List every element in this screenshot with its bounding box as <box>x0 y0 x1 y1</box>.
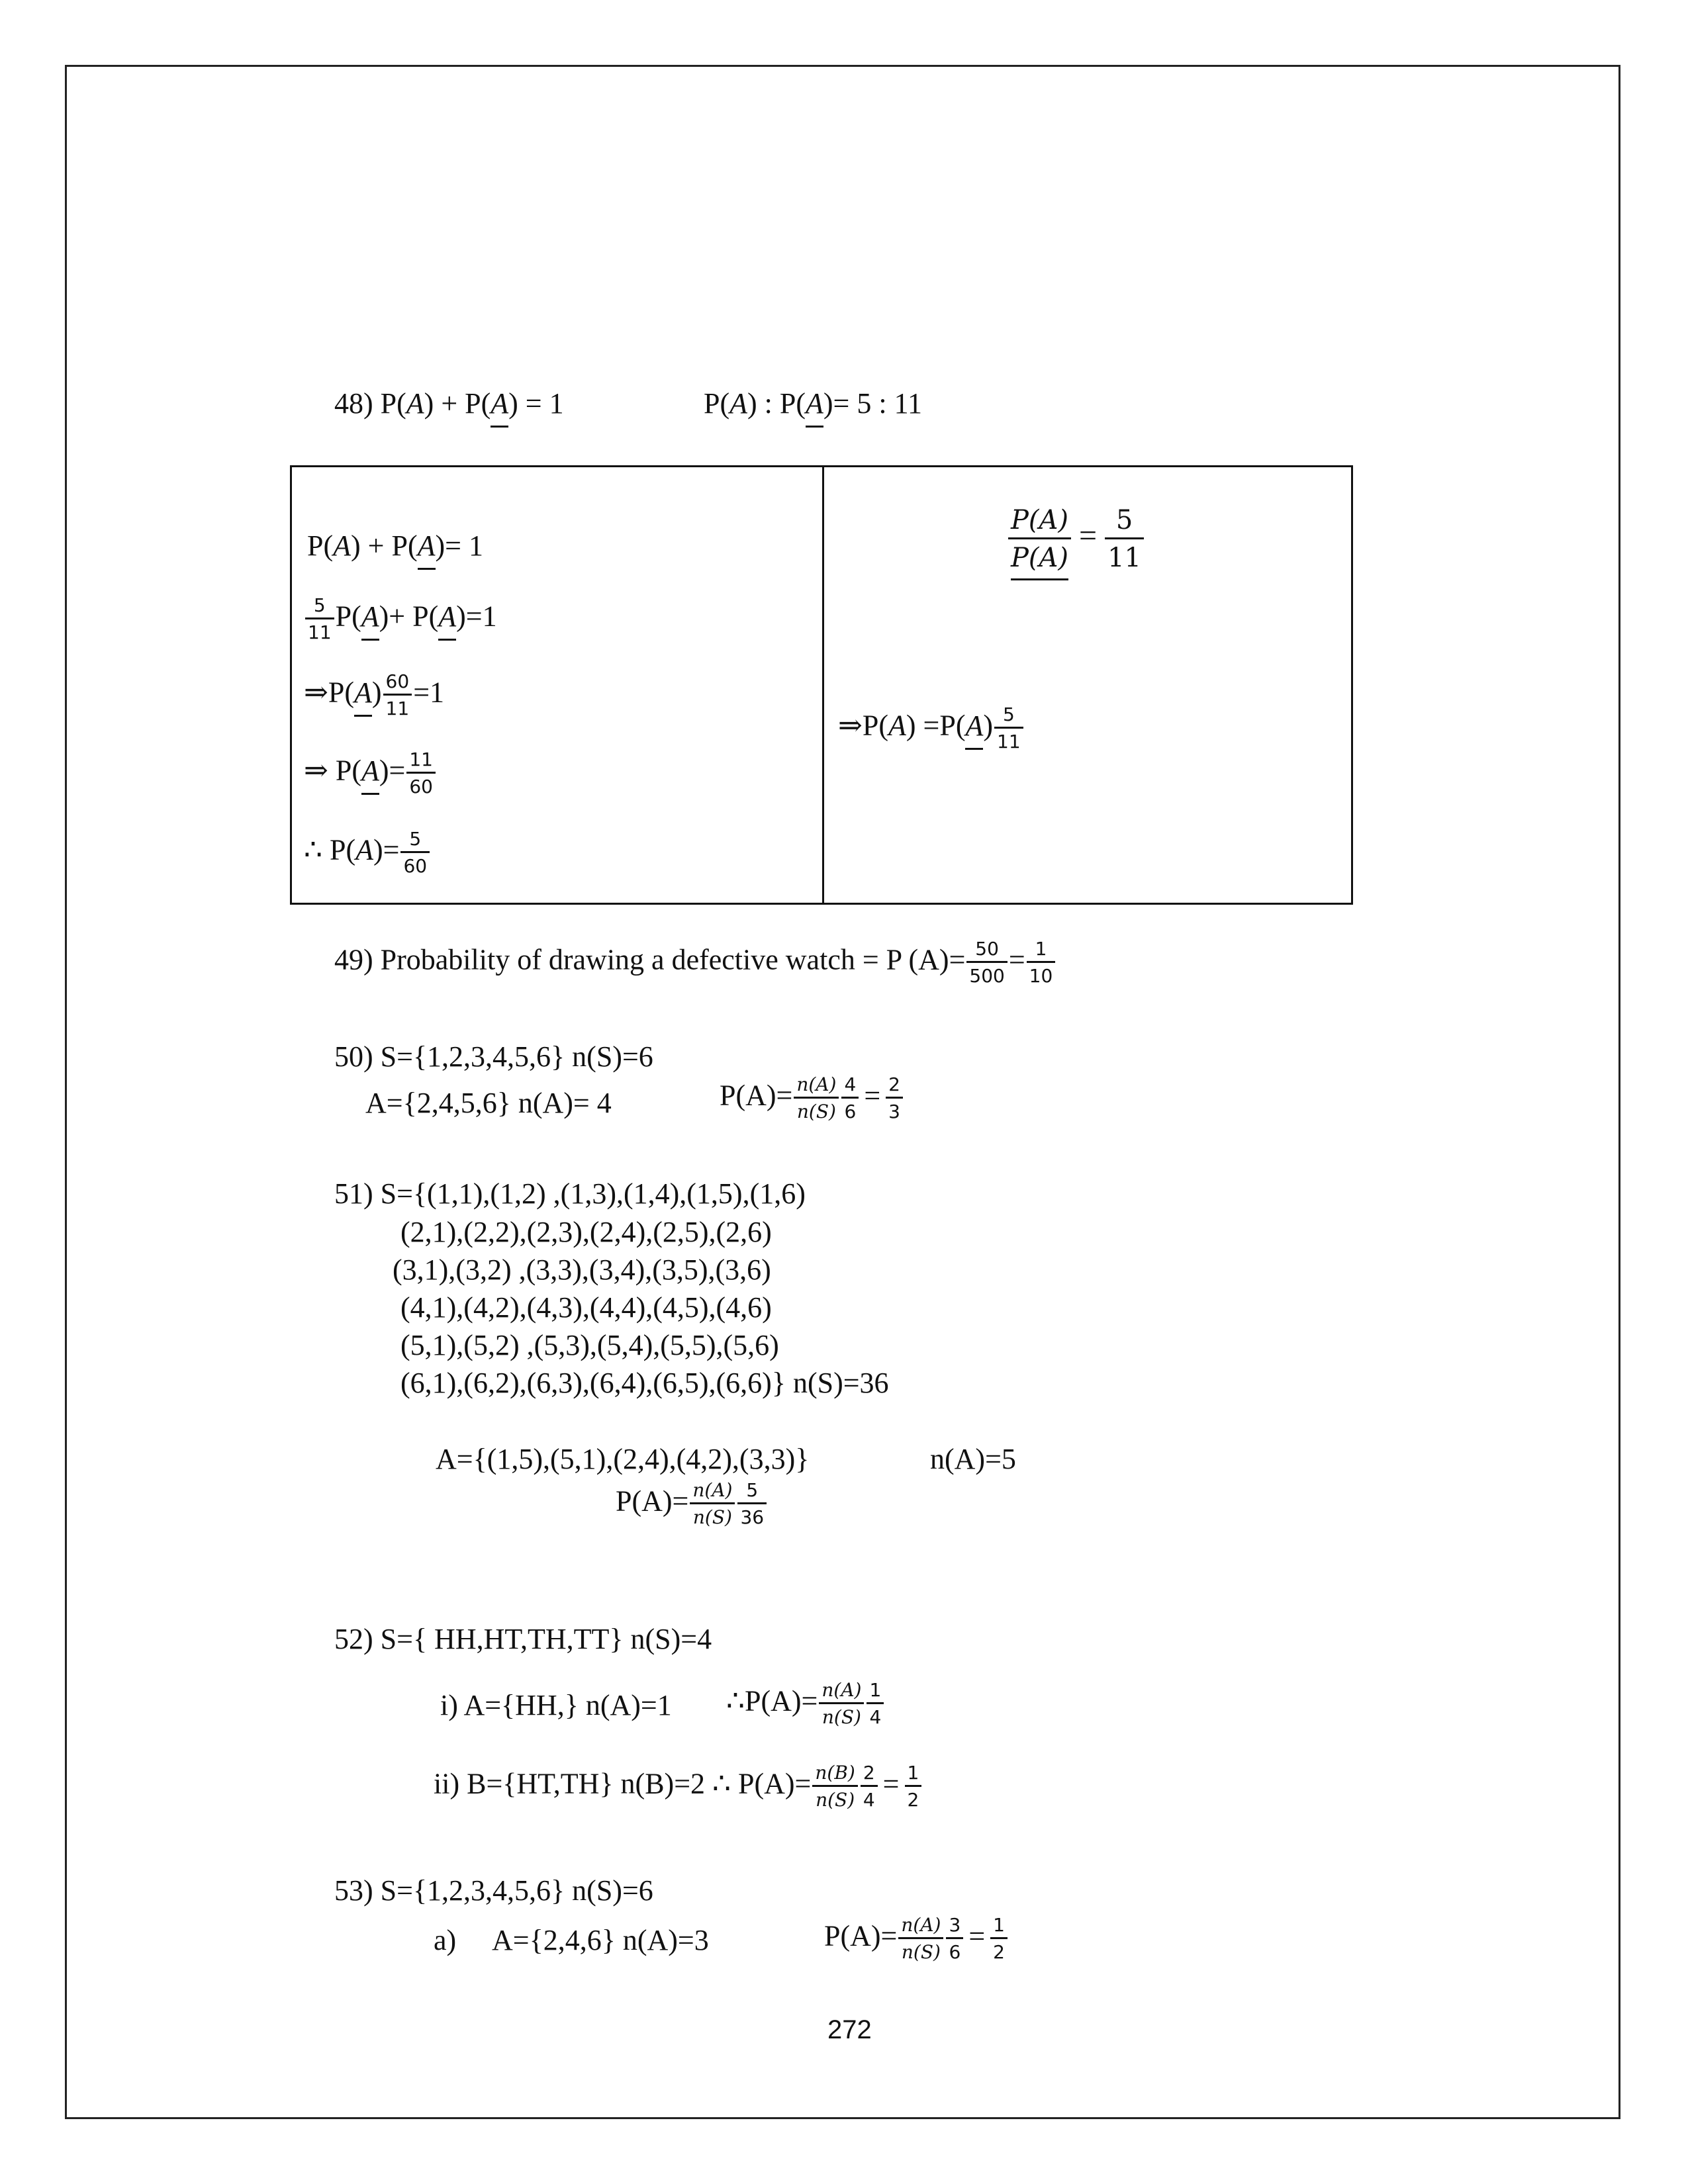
q51-row-5: (5,1),(5,2) ,(5,3),(5,4),(5,5),(5,6) <box>400 1329 779 1361</box>
q53-sample-space: 53) S={1,2,3,4,5,6} n(S)=6 <box>334 1874 653 1907</box>
q51-row-3: (3,1),(3,2) ,(3,3),(3,4),(3,5),(3,6) <box>393 1253 771 1286</box>
q51-row-2: (2,1),(2,2),(2,3),(2,4),(2,5),(2,6) <box>400 1216 772 1248</box>
left-line-5: ∴ P(A)= $\frac{5}{60}$ <box>304 830 431 876</box>
right-ratio-fraction: $\frac{P(A)}{P(A)}$ = $\frac{5}{11}$ <box>1007 507 1145 571</box>
left-line-3: ⇒P(A) $\frac{60}{11}$ =1 <box>304 670 445 719</box>
q51-event: A={(1,5),(5,1),(2,4),(4,2),(3,3)} <box>436 1443 810 1475</box>
q53-probability: P(A)= $\frac{n(A)}{n(S)}$ $\frac{3}{6}$ = $\frac{1}{2}$ <box>824 1916 1009 1962</box>
q53-part-a-label: a) <box>434 1924 457 1956</box>
q50-event: A={2,4,5,6} n(A)= 4 <box>365 1087 612 1119</box>
solution-table <box>290 465 1353 905</box>
q51-event-count: n(A)=5 <box>930 1443 1016 1475</box>
q51-row-4: (4,1),(4,2),(4,3),(4,4),(4,5),(4,6) <box>400 1291 772 1324</box>
left-line-4: ⇒ P(A)= $\frac{11}{60}$ <box>304 751 437 796</box>
q53-part-a-event: A={2,4,6} n(A)=3 <box>492 1924 709 1956</box>
column-divider <box>822 467 824 903</box>
q51-row-1: 51) S={(1,1),(1,2) ,(1,3),(1,4),(1,5),(1,6) <box>334 1177 806 1210</box>
left-line-2: $\frac{5}{11}$ P(A)+ P(A)=1 <box>304 596 497 642</box>
page-number: 272 <box>827 2015 872 2044</box>
q52-part-i-probability: ∴P(A)= $\frac{n(A)}{n(S)}$ $\frac{1}{4}$ <box>726 1681 885 1727</box>
q48-ratio: P(A) : P(A)= 5 : 11 <box>704 387 922 420</box>
q52-part-ii: ii) B={HT,TH} n(B)=2 ∴ P(A)= $\frac{n(B)}{n(S)}$ $\frac{2}{4}$ = $\frac{1}{2}$ <box>434 1764 923 1809</box>
q51-row-6: (6,1),(6,2),(6,3),(6,4),(6,5),(6,6)} n(S)=36 <box>400 1367 889 1399</box>
left-line-1: P(A) + P(A)= 1 <box>307 529 483 562</box>
q51-probability: P(A)= $\frac{n(A)}{n(S)}$ $\frac{5}{36}$ <box>616 1481 768 1527</box>
q48-sum-equation: 48) P(A) + P(A) = 1 <box>334 387 564 420</box>
right-line-2: ⇒P(A) =P(A) $\frac{5}{11}$ <box>838 705 1025 751</box>
q52-sample-space: 52) S={ HH,HT,TH,TT} n(S)=4 <box>334 1623 712 1655</box>
q52-part-i: i) A={HH,} n(A)=1 <box>440 1689 672 1721</box>
q50-probability: P(A)= $\frac{n(A)}{n(S)}$ $\frac{4}{6}$ = $\frac{2}{3}$ <box>720 1075 904 1121</box>
q49-line: 49) Probability of drawing a defective watch = P (A)= $\frac{50}{500}$ = $\frac{1}{10}$ <box>334 940 1056 985</box>
q50-sample-space: 50) S={1,2,3,4,5,6} n(S)=6 <box>334 1040 653 1073</box>
